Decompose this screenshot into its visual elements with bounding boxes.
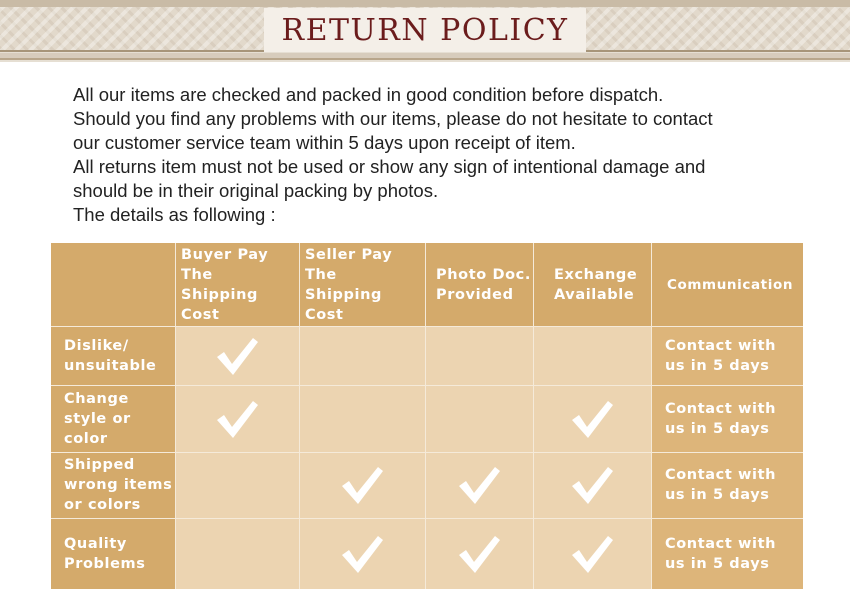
row-label-line: unsuitable [64, 357, 157, 374]
header-seller-pay [299, 243, 425, 326]
grid-line [51, 518, 803, 519]
grid-line [425, 243, 426, 589]
policy-intro [73, 83, 813, 227]
header-label: Seller Pay The [305, 246, 393, 283]
header-label: Shipping Cost [181, 286, 258, 323]
grid-line [51, 326, 803, 327]
title-box [264, 8, 586, 52]
table-cell-buyer-pay [175, 518, 299, 589]
row-label-text [64, 389, 175, 449]
communication-line: us in 5 days [665, 420, 770, 437]
header-buyer-pay [175, 243, 299, 326]
intro-line: our customer service team within 5 days upon receipt of item. [73, 132, 576, 153]
communication-text [665, 534, 776, 574]
communication-line: us in 5 days [665, 555, 770, 572]
grid-line [651, 243, 652, 589]
table-cell-exchange [533, 385, 651, 452]
banner-top-band [0, 0, 850, 7]
header-communication [651, 243, 803, 326]
header-exchange [533, 243, 651, 326]
grid-line [175, 243, 176, 589]
communication-line: Contact with [665, 467, 777, 483]
table-cell-exchange [533, 326, 651, 385]
row-label-text [64, 455, 172, 515]
check-icon [456, 531, 502, 577]
row-label-line: wrong items [64, 477, 173, 493]
table-cell-exchange [533, 452, 651, 518]
check-icon [214, 396, 260, 442]
communication-text [665, 465, 776, 505]
banner-rule [0, 58, 850, 60]
table-cell-seller-pay [299, 326, 425, 385]
check-icon [339, 462, 385, 508]
table-cell-exchange [533, 518, 651, 589]
communication-cell [651, 326, 803, 385]
intro-line: All our items are checked and packed in good condition before dispatch. [73, 84, 664, 105]
table-cell-photo [425, 452, 533, 518]
row-label [51, 452, 175, 518]
row-label-line: style or color [64, 410, 131, 447]
communication-text [665, 336, 776, 376]
grid-line [51, 452, 803, 453]
title-banner [0, 0, 850, 62]
header-label: Exchange [554, 266, 638, 283]
intro-line: should be in their original packing by photos. [73, 180, 439, 201]
check-icon [569, 462, 615, 508]
header-label: Shipping Cost [305, 286, 382, 323]
header-label: Photo Doc. [436, 266, 531, 283]
row-label-line: Problems [64, 555, 146, 572]
check-icon [569, 396, 615, 442]
row-label-text [64, 534, 145, 574]
row-label [51, 326, 175, 385]
header-corner [51, 243, 175, 326]
intro-line: Should you find any problems with our items, please do not hesitate to contact [73, 108, 713, 129]
intro-line: All returns item must not be used or show any sign of intentional damage and [73, 156, 706, 177]
communication-line: Contact with [665, 400, 777, 417]
row-label-line: Dislike/ [64, 337, 129, 354]
header-photo-doc [425, 243, 533, 326]
check-icon [456, 462, 502, 508]
table-cell-photo [425, 518, 533, 589]
header-label: Available [554, 286, 635, 303]
communication-line: us in 5 days [665, 357, 770, 374]
grid-line [533, 243, 534, 589]
communication-text [665, 399, 776, 439]
header-label: Provided [436, 286, 514, 303]
header-label: Buyer Pay The [181, 246, 269, 283]
table-cell-seller-pay [299, 452, 425, 518]
communication-cell [651, 452, 803, 518]
communication-line: Contact with [665, 535, 777, 552]
table-cell-seller-pay [299, 518, 425, 589]
return-policy-table [51, 243, 803, 589]
row-label-line: Quality [64, 535, 127, 552]
communication-cell [651, 385, 803, 452]
row-label-line: or colors [64, 497, 141, 513]
table-cell-photo [425, 385, 533, 452]
intro-line: The details as following : [73, 204, 276, 225]
communication-line: Contact with [665, 337, 777, 354]
row-label [51, 385, 175, 452]
row-label [51, 518, 175, 589]
table-cell-buyer-pay [175, 452, 299, 518]
row-label-line: Change [64, 390, 129, 407]
page-title: RETURN POLICY [281, 12, 569, 48]
grid-line [51, 385, 803, 386]
table-cell-buyer-pay [175, 326, 299, 385]
table-cell-seller-pay [299, 385, 425, 452]
table-cell-photo [425, 326, 533, 385]
row-label-line: Shipped [64, 457, 135, 473]
table-cell-buyer-pay [175, 385, 299, 452]
row-label-text [64, 336, 156, 376]
header-label: Communication [667, 276, 794, 293]
communication-cell [651, 518, 803, 589]
check-icon [214, 333, 260, 379]
check-icon [569, 531, 615, 577]
check-icon [339, 531, 385, 577]
grid-line [299, 243, 300, 589]
communication-line: us in 5 days [665, 487, 770, 503]
